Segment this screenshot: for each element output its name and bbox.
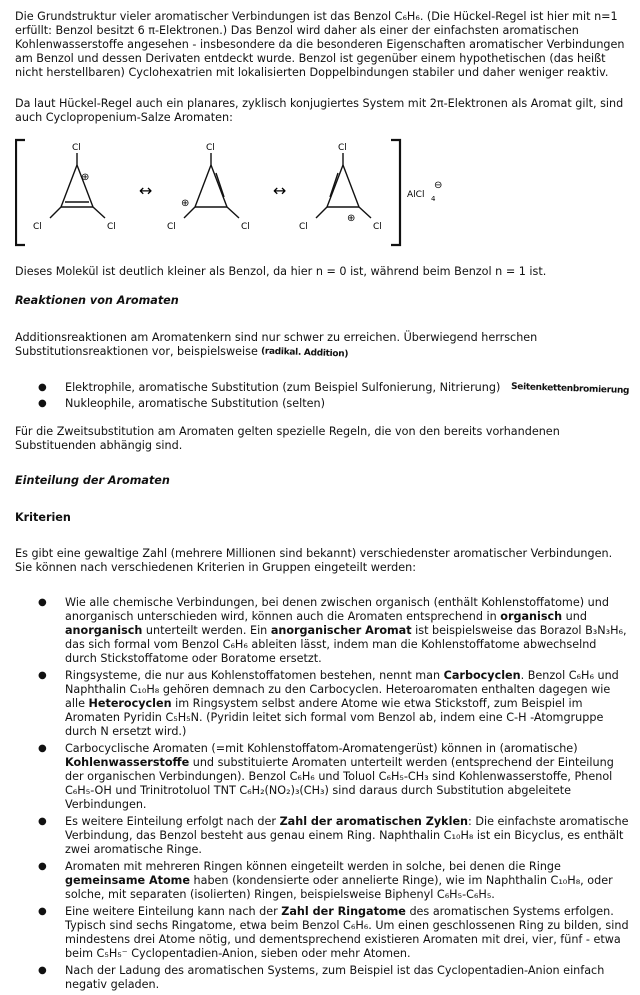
criterion-text: : Die einfachste aromatische Verbindung, das Benzol besteht aus genau einem Ring. Naphthalin C₁₀H₈ ist ein Bicyclus, es enthält zwei aromatische Ringe. bbox=[65, 815, 629, 856]
heading-criteria: Kriterien bbox=[15, 511, 71, 524]
resonance-structure-2 bbox=[184, 153, 239, 218]
chlorine-label: Cl bbox=[206, 143, 215, 153]
list-item bbox=[15, 669, 630, 739]
intro-paragraph: Die Grundstruktur vieler aromatischer Verbindungen ist das Benzol C₆H₆. (Die Hückel-Regel ist hier mit n=1 erfüllt: Benzol besitzt 6 π-Elektronen.) Das Benzol wird daher als einer der einfachsten aromatischen Kohlenwasserstoffe angesehen - insbesondere da die besonderen Eigenschaften aromatischer Verbindungen am Benzol und dessen Derivaten entdeckt wurde. Benzol ist gegenüber einem hypothetischen (das heißt nicht herstellbaren) Cyclohexatrien mit lokalisierten Doppelbindungen stabiler und daher weniger reaktiv. bbox=[15, 10, 625, 79]
criterion-text: haben (kondensierte oder annelierte Ringe), wie im Naphthalin C₁₀H₈, oder solche, mit separaten (isolierten) Ringen, beispielsweise Biphenyl C₆H₅-C₆H₅. bbox=[65, 874, 613, 901]
molecule-size-paragraph: Dieses Molekül ist deutlich kleiner als Benzol, da hier n = 0 ist, während beim Benzol n = 1 ist. bbox=[15, 265, 547, 278]
negative-charge-icon: ⊖ bbox=[434, 180, 443, 191]
criterion-text: Carbocyclische Aromaten (=mit Kohlenstoffatom-Aromatengerüst) können in (aromatische) bbox=[65, 742, 578, 755]
bullet-icon: ● bbox=[38, 743, 47, 754]
positive-charge-icon: ⊕ bbox=[181, 198, 190, 209]
left-bracket bbox=[16, 140, 25, 245]
criteria-list bbox=[15, 596, 630, 992]
resonance-arrow-icon: ↔ bbox=[139, 181, 153, 200]
criterion-text: Nach der Ladung des aromatischen Systems, zum Beispiel ist das Cyclopentadien-Anion einfach negativ geladen. bbox=[65, 964, 605, 991]
chlorine-label: Cl bbox=[299, 222, 308, 232]
handwritten-note-addition: (radikal. Addition) bbox=[261, 346, 349, 360]
addition-text: Additionsreaktionen am Aromatenkern sind nur schwer zu erreichen. Überwiegend herrschen Substitutionsreaktionen vor, beispielsweise bbox=[15, 331, 538, 358]
criterion-term: anorganischer Aromat bbox=[270, 624, 412, 637]
criterion-text: und substituierte Aromaten unterteilt werden (entsprechend der Einteilung der organischen Verbindungen). Benzol C₆H₆ und Toluol C₆H₅-CH₃ sind Kohlenwasserstoffe, Phenol C₆H₅-OH und Trinitrotoluol TNT C₆H₂(NO₂)₃(CH₃) sind daraus durch Substitution abgeleitete Verbindungen. bbox=[65, 756, 614, 811]
reaction-electrophile: Elektrophile, aromatische Substitution (zum Beispiel Sulfonierung, Nitrierung) bbox=[65, 381, 501, 394]
criterion-text: des aromatischen Systems erfolgen. Typisch sind sechs Ringatome, etwa beim Benzol C₆H₆. Um einen geschlossenen Ring zu bilden, sind mindestens drei Atome nötig, und dementsprechend existieren Aromaten mit drei, vier, fünf - etwa beim C₅H₅⁻ Cyclopentadien-Anion, sieben oder mehr Atomen. bbox=[65, 905, 629, 960]
bullet-icon: ● bbox=[38, 597, 47, 608]
positive-charge-icon: ⊕ bbox=[347, 213, 356, 224]
list-item bbox=[15, 742, 630, 812]
criterion-text: ist beispielsweise das Borazol B₃N₃H₆, das sich formal vom Benzol C₆H₆ ableiten lässt, indem man die Kohlenstoffatome abwechselnd durch Stickstoffatome oder Boratome ersetzt. bbox=[65, 624, 627, 665]
chlorine-label: Cl bbox=[373, 222, 382, 232]
criterion-term: Kohlenwasserstoffe bbox=[65, 756, 190, 769]
chlorine-label: Cl bbox=[338, 143, 347, 153]
list-item bbox=[15, 964, 630, 992]
criterion-term: Zahl der Ringatome bbox=[281, 905, 406, 918]
chlorine-label: Cl bbox=[241, 222, 250, 232]
bullet-icon: ● bbox=[38, 816, 47, 827]
document-page bbox=[15, 10, 630, 995]
bullet-icon: ● bbox=[38, 382, 47, 393]
list-item bbox=[15, 397, 630, 411]
handwritten-note-bromination: Seitenkettenbromierung bbox=[510, 381, 630, 397]
heading-reactions: Reaktionen von Aromaten bbox=[15, 294, 179, 307]
resonance-arrow-icon: ↔ bbox=[273, 181, 287, 200]
bullet-icon: ● bbox=[38, 906, 47, 917]
counter-ion-label: AlCl bbox=[407, 190, 425, 200]
chlorine-label: Cl bbox=[72, 143, 81, 153]
resonance-structures-drawing bbox=[15, 131, 630, 254]
bullet-icon: ● bbox=[38, 861, 47, 872]
list-item bbox=[15, 905, 630, 961]
reactions-list bbox=[15, 381, 630, 411]
reaction-nucleophile: Nukleophile, aromatische Substitution (selten) bbox=[65, 397, 325, 410]
criteria-intro-paragraph: Es gibt eine gewaltige Zahl (mehrere Millionen sind bekannt) verschiedenster aromatischer Verbindungen. Sie können nach verschiedenen Kriterien in Gruppen eingeteilt werden: bbox=[15, 547, 613, 574]
criterion-term: organisch bbox=[500, 610, 563, 623]
criterion-term: Heterocyclen bbox=[88, 697, 172, 710]
chlorine-label: Cl bbox=[33, 222, 42, 232]
criterion-term: gemeinsame Atome bbox=[65, 874, 190, 887]
list-item bbox=[15, 596, 630, 666]
criterion-text: unterteilt werden. Ein bbox=[142, 624, 271, 637]
criterion-term: anorganisch bbox=[65, 624, 143, 637]
list-item bbox=[15, 860, 630, 902]
addition-paragraph bbox=[15, 331, 630, 360]
right-bracket bbox=[391, 140, 400, 245]
bullet-icon: ● bbox=[38, 670, 47, 681]
resonance-structure-1 bbox=[50, 153, 105, 218]
list-item bbox=[15, 381, 630, 396]
positive-charge-icon: ⊕ bbox=[81, 172, 90, 183]
bullet-icon: ● bbox=[38, 398, 47, 409]
criterion-text: und bbox=[562, 610, 587, 623]
second-substitution-paragraph: Für die Zweitsubstitution am Aromaten gelten spezielle Regeln, die von den bereits vorhandenen Substituenden abhängig sind. bbox=[15, 425, 560, 452]
counter-ion-subscript: 4 bbox=[431, 195, 436, 203]
heading-classification: Einteilung der Aromaten bbox=[15, 474, 170, 487]
cyclopropenium-paragraph: Da laut Hückel-Regel auch ein planares, zyklisch konjugiertes System mit 2π-Elektronen als Aromat gilt, sind auch Cyclopropenium-Salze Aromaten: bbox=[15, 97, 624, 124]
criterion-text: Ringsysteme, die nur aus Kohlenstoffatomen bestehen, nennt man bbox=[65, 669, 444, 682]
criterion-text: Es weitere Einteilung erfolgt nach der bbox=[65, 815, 280, 828]
criterion-text: . Benzol C₆H₆ und Naphthalin C₁₀H₈ gehören demnach zu den Carbocyclen. Heteroaromaten enthalten dagegen wie alle bbox=[65, 669, 619, 710]
criterion-text: im Ringsystem selbst andere Atome wie etwa Stickstoff, zum Beispiel im Aromaten Pyridin C₅H₅N. (Pyridin leitet sich formal vom Benzol ab, indem eine C-H -Atomgruppe durch N ersetzt wird.) bbox=[65, 697, 604, 738]
criterion-text: Eine weitere Einteilung kann nach der bbox=[65, 905, 282, 918]
criterion-term: Carbocyclen bbox=[443, 669, 521, 682]
chlorine-label: Cl bbox=[107, 222, 116, 232]
list-item bbox=[15, 815, 630, 857]
criterion-term: Zahl der aromatischen Zyklen bbox=[279, 815, 469, 828]
criterion-text: Aromaten mit mehreren Ringen können eingeteilt werden in solche, bei denen die Ringe bbox=[65, 860, 561, 873]
bullet-icon: ● bbox=[38, 965, 47, 976]
resonance-structure-3 bbox=[316, 153, 371, 218]
criterion-text: Wie alle chemische Verbindungen, bei denen zwischen organisch (enthält Kohlenstoffatome) und anorganisch unterschieden wird, können auch die Aromaten entsprechend in bbox=[65, 596, 609, 623]
chlorine-label: Cl bbox=[167, 222, 176, 232]
cyclopropenium-resonance-scheme bbox=[15, 131, 630, 254]
